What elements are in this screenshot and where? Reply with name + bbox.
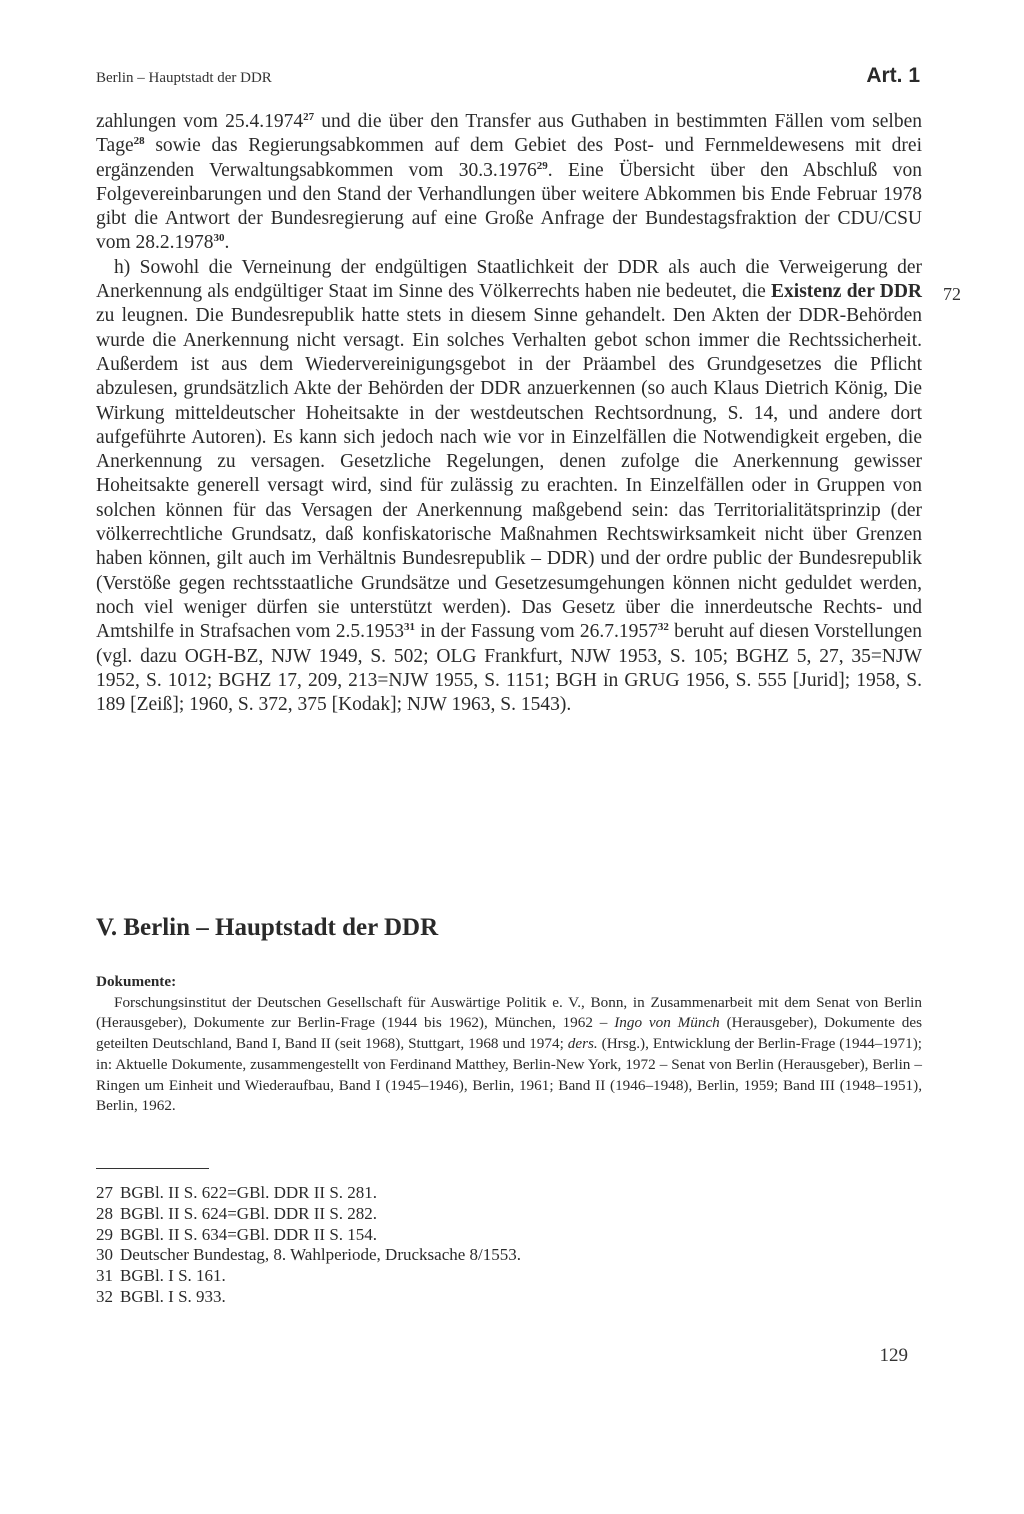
footnote-ref-29: 29 <box>536 159 548 172</box>
footnote-ref-31: 31 <box>404 621 415 634</box>
footnote-item: 29 BGBl. II S. 634=GBl. DDR II S. 154. <box>96 1224 378 1244</box>
footnote-item: 31 BGBl. I S. 161. <box>96 1266 226 1286</box>
footnote-item: 30 Deutscher Bundestag, 8. Wahlperiode, Drucksache 8/1553. <box>96 1245 522 1265</box>
section-heading: V. Berlin – Hauptstadt der DDR <box>96 914 439 941</box>
author-ders: ders. <box>567 1035 598 1053</box>
documents-label: Dokumente: <box>96 973 177 990</box>
page-number: 129 <box>879 1345 908 1366</box>
footnote-item: 32 BGBl. I S. 933. <box>96 1286 226 1306</box>
footnote-item: 27 BGBl. II S. 622=GBl. DDR II S. 281. <box>96 1183 378 1202</box>
margin-number: 72 <box>943 284 961 304</box>
footnote-ref-28: 28 <box>133 135 145 148</box>
author-name: Ingo von Münch <box>614 1014 720 1032</box>
footnote-list <box>96 1183 521 1308</box>
article-label: Art. 1 <box>866 64 920 87</box>
footnote-ref-32: 32 <box>657 621 669 634</box>
main-body-text <box>96 110 922 717</box>
footnote-ref-27: 27 <box>303 111 315 123</box>
emphasis-existenz: Existenz der DDR <box>771 281 922 303</box>
footnote-separator <box>96 1168 209 1169</box>
running-head: Berlin – Hauptstadt der DDR <box>96 70 272 86</box>
footnote-ref-30: 30 <box>213 232 225 245</box>
paragraph-continued: zahlungen vom 25.4.1974$^{27}$ und die über den Transfer aus Guthaben in bestimmten Fällen vom selben Tage$^{28}$ sowie das Regierungsabkommen auf dem Gebiet des Post- und Fernmeldewesens mit drei ergänzenden Verwaltungsabkommen vom 30.3.1976$^{29}$. Eine Übersicht über den Abschluß von Folgevereinbarungen und den Stand der Verhandlungen über weitere Abkommen bis Ende Februar 1978 gibt die Antwort der Bundesregierung auf eine Große Anfrage der Bundestagsfraktion der CDU/CSU vom 28.2.1978$^{30}$. <box>96 111 923 254</box>
paragraph-h: h) Sowohl die Verneinung der endgültigen Staatlichkeit der DDR als auch die Verweigerung der Anerkennung als endgültiger Staat im Sinne des Völkerrechts haben nie bedeutet, die Existenz der DDR zu leugnen. Die Bundesrepublik hatte stets in diesem Sinne gehandelt. Den Akten der DDR-Behörden wurde die Anerkennung nicht versagt. Ein solches Verhalten gebot schon immer die Rechtssicherheit. Außerdem ist aus dem Wiedervereinigungsgebot in der Präambel des Grundgesetzes die Pflicht abzulesen, grundsätzlich Akte der Behörden der DDR anzuerkennen (so auch Klaus Dietrich König, Die Wirkung mitteldeutscher Hoheitsakte in der westdeutschen Rechtsordnung, S. 14, und andere dort aufgeführte Autoren). Es kann sich jedoch nach wie vor in Einzelfällen die Notwendigkeit ergeben, die Anerkennung zu versagen. Gesetzliche Regelungen, denen zufolge die Anerkennung gewisser Hoheitsakte generell versagt wird, sind für zulässig zu erachten. In Einzelfällen oder in Gruppen von solchen können für das Versagen der Anerkennung maßgebend sein: das Territorialitätsprinzip (der völkerrechtliche Grundsatz, daß konfiskatorische Maßnahmen Rechtswirksamkeit nicht über Grenzen haben können, gilt auch im Verhältnis Bundesrepublik – DDR) und der ordre public der Bundesrepublik (Verstöße gegen rechtsstaatliche Grundsätze und Gesetzesumgehungen können nicht geduldet werden, noch viel weniger dürfen sie unterstützt werden). Das Gesetz über die innerdeutsche Rechts- und Amtshilfe in Strafsachen vom 2.5.1953$^{31}$ in der Fassung vom 26.7.1957$^{32}$ beruht auf diesen Vorstellungen (vgl. dazu OGH-BZ, NJW 1949, S. 502; OLG Frankfurt, NJW 1953, S. 105; BGHZ 5, 27, 35=NJW 1952, S. 1012; BGHZ 17, 209, 213=NJW 1955, S. 1151; BGH in GRUG 1956, S. 555 [Jurid]; 1958, S. 189 [Zeiß]; 1960, S. 372, 375 [Kodak]; NJW 1963, S. 1543). <box>96 256 922 716</box>
documents-text: Forschungsinstitut der Deutschen Gesellschaft für Auswärtige Politik e. V., Bonn, in Zusammenarbeit mit dem Senat von Berlin (Herausgeber), Dokumente zur Berlin-Frage (1944 bis 1962), München, 1962 – Ingo von Münch (Herausgeber), Dokumente des geteilten Deutschland, Band I, Band II (seit 1968), Stuttgart, 1968 und 1974; ders. (Hrsg.), Entwicklung der Berlin-Frage (1944–1971); in: Aktuelle Dokumente, zusammengestellt von Ferdinand Matthey, Berlin-New York, 1972 – Senat von Berlin (Herausgeber), Berlin – Ringen um Einheit und Wiederaufbau, Band I (1945–1946), Berlin, 1961; Band II (1946–1948), Berlin, 1959; Band III (1948–1951), Berlin, 1962. <box>96 993 922 1115</box>
footnote-item: 28 BGBl. II S. 624=GBl. DDR II S. 282. <box>96 1203 378 1223</box>
documents-block <box>96 972 922 1117</box>
